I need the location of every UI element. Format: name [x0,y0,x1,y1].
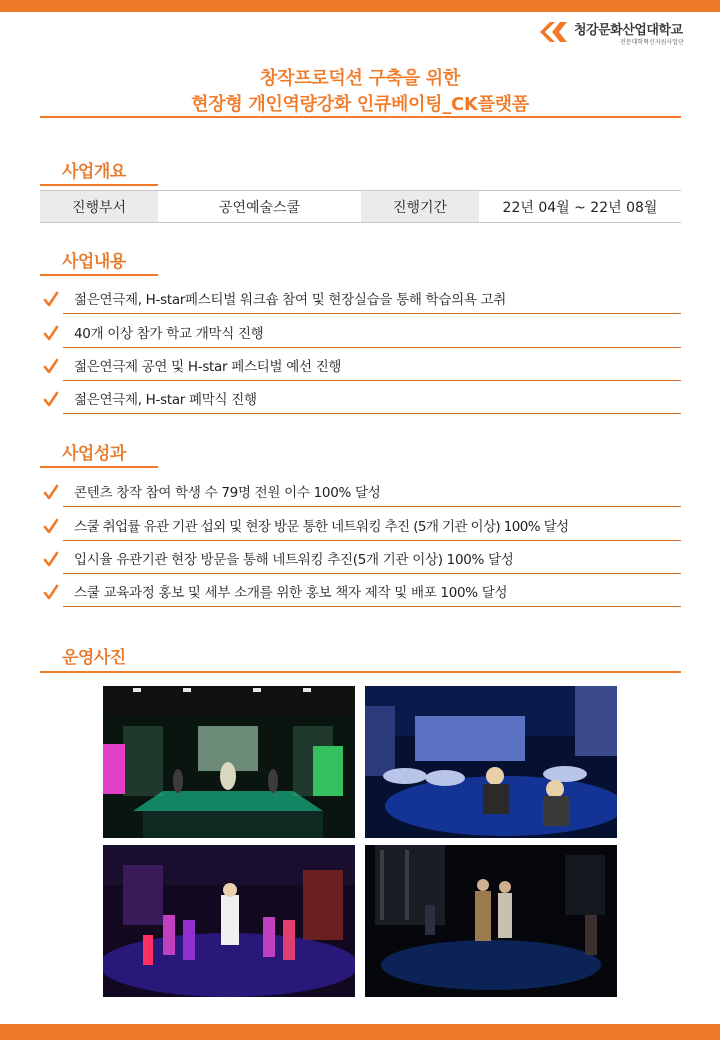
result-item-text: 스쿨 교육과정 홍보 및 세부 소개를 위한 홍보 책자 제작 및 배포 100% 달성 [74,585,508,601]
page-title-line-1: 창작프로덕션 구축을 위한 [260,68,460,89]
section-underline-results [40,466,158,468]
stage-photo-2 [365,686,617,838]
checkmark-icon [43,518,59,534]
result-item-text: 입시율 유관기관 현장 방문을 통해 네트워킹 추진(5개 기관 이상) 100% 달성 [74,552,514,568]
item-divider [63,606,681,607]
stage-photo-4 [365,845,617,997]
content-item-text: 젊은연극제, H-star 폐막식 진행 [74,392,257,408]
section-underline-overview [40,184,158,186]
item-divider [63,313,681,314]
dept-value: 공연예술스쿨 [218,199,301,216]
section-underline-contents [40,274,158,276]
list-item [40,574,681,607]
checkmark-icon [43,391,59,407]
list-item [40,315,681,348]
content-item-text: 젊은연극제 공연 및 H-star 페스티벌 예선 진행 [74,359,342,375]
section-underline-photos [40,671,681,673]
checkmark-icon [43,484,59,500]
list-item [40,281,681,314]
list-item [40,381,681,414]
university-logo [534,18,714,48]
checkmark-icon [43,325,59,341]
result-item-text: 콘텐츠 창작 참여 학생 수 79명 전원 이수 100% 달성 [74,485,381,501]
list-item [40,348,681,381]
period-label: 진행기간 [361,191,479,222]
stage-photo-1 [103,686,355,838]
stage-photo-3 [103,845,355,997]
page-title-line-2: 현장형 개인역량강화 인큐베이팅_CK플랫폼 [191,94,529,115]
section-heading-photos: 운영사진 [62,648,126,668]
checkmark-icon [43,291,59,307]
bottom-accent-bar [0,1024,720,1040]
list-item [40,508,681,541]
checkmark-icon [43,584,59,600]
section-heading-contents: 사업내용 [62,252,126,272]
period-value: 22년 04월 ~ 22년 08월 [502,199,658,216]
list-item [40,541,681,574]
section-heading-results: 사업성과 [62,444,126,464]
ck-logo-icon [534,20,570,44]
top-accent-bar [0,0,720,12]
item-divider [63,506,681,507]
overview-table [40,190,681,223]
dept-label: 진행부서 [40,191,158,222]
item-divider [63,413,681,414]
logo-name: 청강문화산업대학교 [574,23,683,38]
content-item-text: 40개 이상 참가 학교 개막식 진행 [74,326,264,342]
title-divider [40,116,681,118]
section-heading-overview: 사업개요 [62,162,126,182]
logo-subtitle: 전문대학혁신지원사업단 [620,39,684,46]
content-item-text: 젊은연극제, H-star페스티벌 워크숍 참여 및 현장실습을 통해 학습의욕 고취 [74,292,507,308]
checkmark-icon [43,358,59,374]
result-item-text: 스쿨 취업률 유관 기관 섭외 및 현장 방문 통한 네트워킹 추진 (5개 기관 이상) 100% 달성 [74,519,569,535]
checkmark-icon [43,551,59,567]
list-item [40,474,681,507]
